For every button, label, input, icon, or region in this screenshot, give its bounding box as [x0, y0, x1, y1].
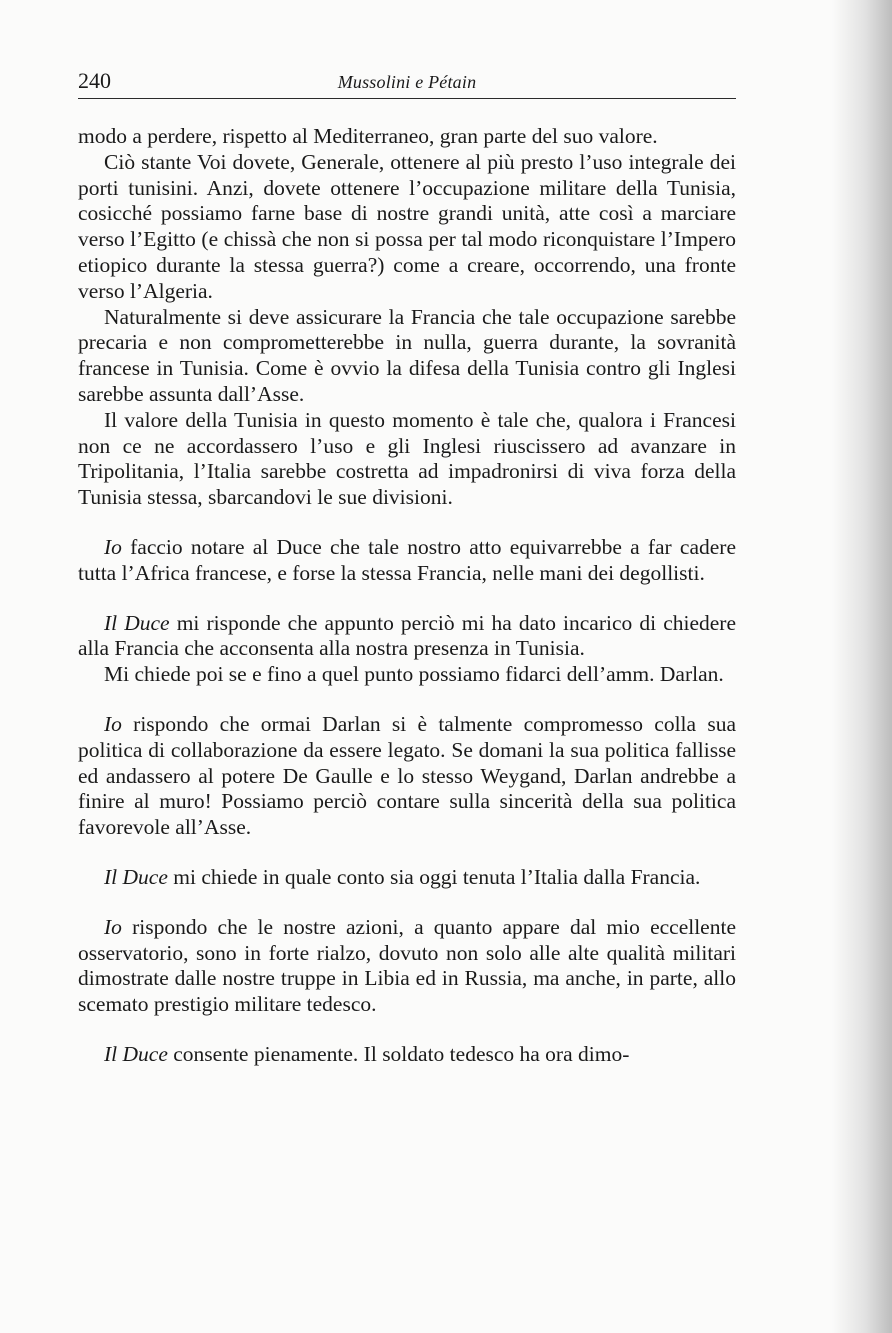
speaker-label: Io	[104, 711, 122, 736]
paragraph: Il valore della Tunisia in questo momento è tale che, qualora i Francesi non ce ne accordassero l’uso e gli Inglesi riuscissero ad avanzare in Tripolitania, l’Italia sarebbe costretta ad impadronirsi di viva forza della Tunisia stessa, sbarcandovi le sue divisioni.	[78, 407, 736, 510]
running-title: Mussolini e Pétain	[337, 72, 477, 92]
speaker-label: Il Duce	[104, 1041, 168, 1066]
paragraph: Naturalmente si deve assicurare la Francia che tale occupazione sarebbe precaria e non comprometterebbe in nulla, guerra durante, la sovranità francese in Tunisia. Come è ovvio la difesa della Tunisia contro gli Inglesi sarebbe assunta dall’Asse.	[78, 304, 736, 406]
speaker-label: Io	[104, 914, 122, 939]
page-number: 240	[78, 68, 111, 93]
paragraph: Il Duce consente pienamente. Il soldato tedesco ha ora dimo-	[104, 1041, 630, 1066]
page-gutter-shadow	[832, 0, 892, 1333]
paragraph: modo a perdere, rispetto al Mediterraneo, gran parte del suo valore.	[78, 124, 658, 148]
paragraph: Io faccio notare al Duce che tale nostro atto equivarrebbe a far cadere tutta l’Africa francese, e forse la stessa Francia, nelle mani dei degollisti.	[78, 534, 736, 585]
paragraph: Io rispondo che le nostre azioni, a quanto appare dal mio eccellente osservatorio, sono in forte rialzo, dovuto non solo alle alte qualità militari dimostrate dalle nostre truppe in Libia ed in Russia, ma anche, in parte, allo scemato prestigio militare tedesco.	[78, 914, 736, 1017]
paragraph: Ciò stante Voi dovete, Generale, ottenere al più presto l’uso integrale dei porti tunisini. Anzi, dovete ottenere l’occupazione militare della Tunisia, cosicché possiamo farne base di nostre grandi unità, atte così a marciare verso l’Egitto (e chissà che non si possa per tal modo riconquistare l’Impero etiopico durante la stessa guerra?) come a creare, occorrendo, una fronte verso l’Algeria.	[78, 149, 736, 303]
speaker-label: Il Duce	[104, 610, 170, 635]
speaker-label: Io	[104, 534, 122, 559]
running-header	[78, 64, 736, 99]
paragraph: Io rispondo che ormai Darlan si è talmente compromesso colla sua politica di collaborazione da essere legato. Se domani la sua politica fallisse ed andassero al potere De Gaulle e lo stesso Weygand, Darlan andrebbe a finire al muro! Possiamo perciò contare sulla sincerità della sua politica favorevole all’Asse.	[78, 711, 736, 840]
paragraph: Il Duce mi chiede in quale conto sia oggi tenuta l’Italia dalla Francia.	[104, 864, 701, 889]
paragraph: Il Duce mi risponde che appunto perciò mi ha dato incarico di chiedere alla Francia che acconsenta alla nostra presenza in Tunisia.	[78, 610, 736, 661]
paragraph: Mi chiede poi se e fino a quel punto possiamo fidarci dell’amm. Darlan.	[104, 662, 724, 687]
speaker-label: Il Duce	[104, 864, 168, 889]
body-text	[78, 124, 736, 1068]
